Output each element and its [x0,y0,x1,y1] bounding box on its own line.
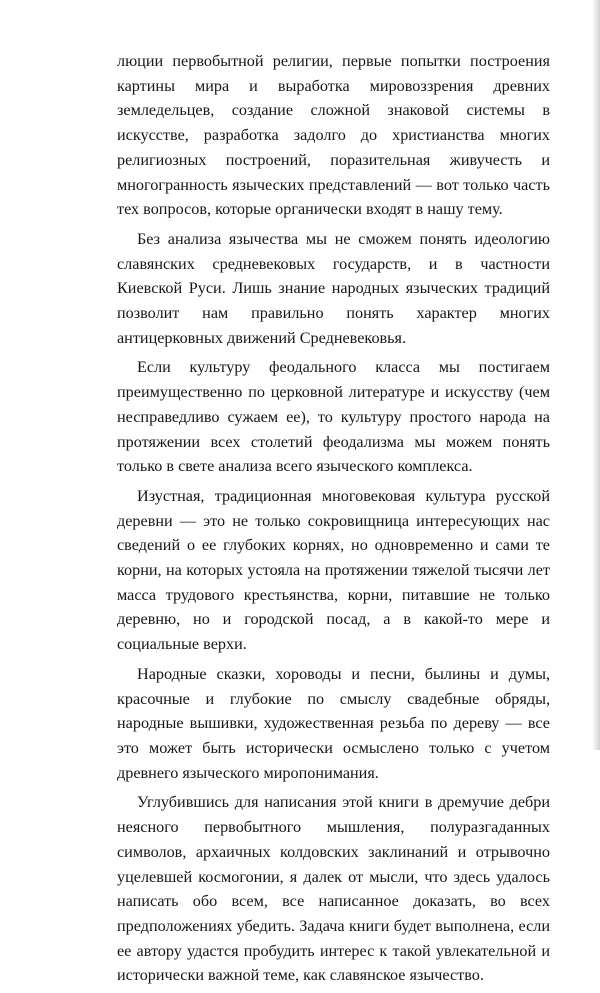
paragraph: Народные сказки, хороводы и песни, былины и думы, красочные и глубокие по смыслу свадебные обряды, народные вышивки, художественная резьба по дереву — все это может быть исторически осмыслено только с учетом древнего языческого миропонимания. [117,664,550,782]
paragraph: Без анализа язычества мы не сможем понять идеологию славянских средневековых государств, и в частности Киевской Руси. Лишь знание народных языческих традиций позволит нам правильно понять характер многих антицерковных движений Средневековья. [117,229,550,347]
paragraph: Если культуру феодального класса мы постигаем преимущественно по церковной литературе и искусству (чем несправедливо сужаем ее), то культуру простого народа на протяжении всех столетий феодализма мы можем понять только в свете анализа всего языческого комплекса. [117,358,550,476]
body-text [117,49,550,993]
paragraph: Изустная, традиционная многовековая культура русской деревни — это не только сокровищница интересующих нас сведений о ее глубоких корнях, но одновременно и сами те корни, на которых устояла на протяжении тяжелой тысячи лет масса трудового крестьянства, корни, питавшие не только деревню, но и городской посад, а в какой-то мере и социальные верхи. [117,486,550,654]
page-edge-shadow [592,0,600,750]
paragraph: Углубившись для написания этой книги в дремучие дебри неясного первобытного мышления, полуразгаданных символов, архаичных колдовских заклинаний и отрывочно уцелевшей космогонии, я далек от мысли, что здесь удалось написать обо всем, все написанное доказать, во всех предположениях убедить. Задача книги будет выполнена, если ее автору удастся пробудить интерес к такой увлекательной и исторически важной теме, как славянское язычество. [117,793,550,985]
paragraph-continued: люции первобытной религии, первые попытки построения картины мира и выработка мировоззрения древних земледельцев, создание сложной знаковой системы в искусстве, разработка задолго до христианства многих религиозных построений, поразительная живучесть и многогранность языческих представлений — вот только часть тех вопросов, которые органически входят в нашу тему. [117,52,550,219]
